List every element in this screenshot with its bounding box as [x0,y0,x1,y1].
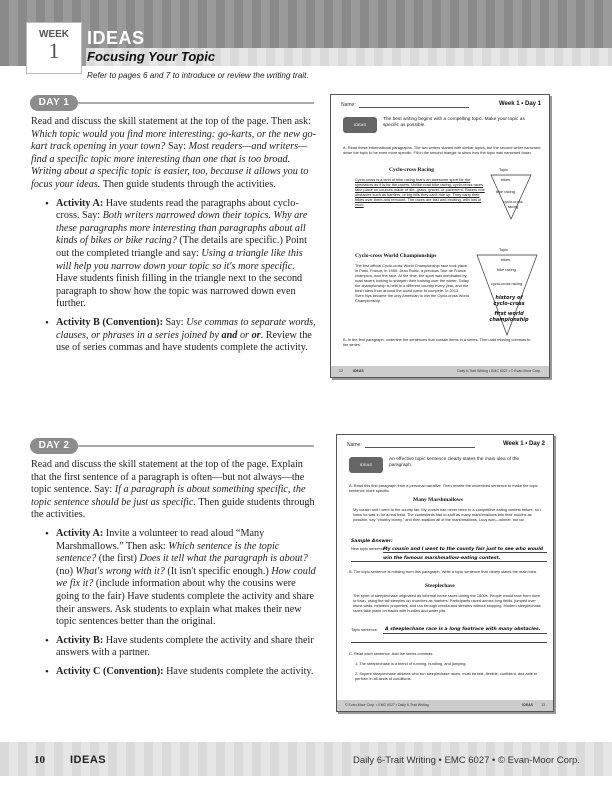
tri1-level-1: bikes [501,177,511,182]
sheet2-c2: 2. Superb steeplechase athletes who run steeplechase races, must be fast, flexible, confident, and able to perform in all kinds of conditions. [355,671,538,681]
day1-rule [78,102,314,104]
day1-instructions [31,116,317,361]
sheet2-instr-b: B. The topic sentence is missing from this paragraph. Write a topic sentence that clearly states the main idea. [349,569,537,574]
trait-title: IDEAS [87,28,145,48]
week-number: 1 [48,38,60,63]
sheet2-name-line [365,447,475,448]
sheet1-tri1-label: Topic [499,167,509,172]
day2-intro: Read and discuss the skill statement at the top of the page. Explain that the first sentence of a paragraph is often—but not always—the topic sentence. Say: If a paragraph is about something specific, the topic sentence should be just as specific. Then guide students through the activities. [31,459,315,521]
pencil-icon-2: IDEAS [349,457,383,473]
sheet1-week-day: Week 1 • Day 1 [498,101,541,107]
answer1-line-2 [351,561,547,562]
sheet2-title2: Steeplechase [425,583,455,589]
sheet1-name-line [359,107,469,108]
sheet2-para2: The sport of steeplechase originated as informal horse races during the 1800s. People would race from town to town, using the tall steeples on churches as markers. Participants raced across long fields, jumped over stone walls, between properties, and ran through creeks and streams without stopping. Modern steeplechase races take place on tracks with hurdles and water pits. [353,593,541,613]
page-number: 10 [34,754,45,766]
sheet1-footer-trait: IDEAS [353,369,364,373]
sheet1-para1: Cyclo-cross is a kind of bike racing that’s an awesome sport for the spectators as it is for the racers. Unlike road bike racing, cyclo-cross races take place on courses made of dirt, grass, gravel, or pavement. Racers ride obstacles such as barriers, or big hills they can't ride up. They carry their bikes over them and remount. The races are fast and exciting, with lots of mud. [355,177,485,207]
answer1-line-1 [383,552,547,553]
week-badge [26,22,82,74]
triangle1-icon [489,173,533,221]
tri2-level-1: bikes [501,257,511,262]
tri2-level-4: history of cyclo-cross [493,295,525,307]
week-label: WEEK [39,29,69,40]
sheet2-instr-c: C. Read each sentence. Add the series commas. [349,651,434,656]
tri1-level-2: bike racing [496,189,515,194]
sheet2-sample-label: Sample Answer: [351,539,393,544]
sheet2-name-label: Name: [347,442,362,448]
sheet1-name-label: Name: [341,102,356,108]
tri1-level-3: cyclo-cross racing [503,199,523,209]
footer-trait: IDEAS [70,754,107,766]
sheet1-footer-credit: Daily 6-Trait Writing • EMC 6027 • © Evan-Moor Corp. [457,369,541,373]
sheet1-tri2-label: Topic [499,247,509,252]
sheet1-instr-a: A. Read these informational paragraphs. The two writers started with similar topics, but the second writer narrowed down the topic to be even more specific. Fill in the second triangle to show how the topic was narrowed down. [343,145,541,155]
day1-activity-b: • Activity B (Convention): Say: Use commas to separate words, clauses, or phrases in a series joined by and or or. Review the use of series commas and have students complete the activity. [56,317,317,355]
footer-credit: Daily 6-Trait Writing • EMC 6027 • © Evan-Moor Corp. [353,755,580,766]
sheet2-week-day: Week 1 • Day 2 [502,441,545,447]
sheet1-footer [331,366,549,377]
refer-note: Refer to pages 6 and 7 to introduce or review the writing trait. [87,71,309,80]
sheet2-para1: My cousin and I went to the county fair. My cousin had never been to a competitive eating contest before, so I knew he was in for a real treat. The contestants had to stuff as many marshmallows into their mouths as possible, say “chubby bunny,” and then swallow all of the marshmallows. Lucy won—winner, not us! [353,507,542,522]
day1-activity-a: • Activity A: Have students read the paragraphs about cyclo-cross. Say: Both writers narrowed down their topics. Why are these paragraphs more interesting than paragraphs about all kinds of bikes or bike racing? (The details are specific.) Point out the completed triangle and say: Using a triangle like this will help you narrow down your topic so it's more specific. Have students finish filling in the triangle next to the second paragraph to show how the topic was narrowed down even further. [56,198,317,311]
sheet2-footer-credit: © Evan-Moor Corp. • EMC 6027 • Daily 6-Trait Writing [345,703,429,707]
sheet1-footer-num: 12 [339,369,343,373]
worksheet-day1-thumbnail [330,94,550,378]
sheet2-footer [337,700,553,711]
tri2-level-3: cyclo-cross racing [491,281,523,286]
day2-activity-c: • Activity C (Convention): Have students complete the activity. [56,666,317,679]
sheet2-new-topic-label: New topic sentence: [351,546,387,551]
sheet1-instr-b: B. In the first paragraph, underline the sentences that contain items in a series. Then add missing commas to the series. [343,337,531,347]
sheet2-footer-trait: IDEAS [522,703,533,707]
sheet1-para2: The first official Cyclo-cross World Championship race took place in Paris, France, in 1950. Jean Robic, a previous Tour de France champion, won the race. At the time, the sport was dominated by road racers looking to sharpen their training over the winter. Today the championship is held in a different country every year, and the best riders from around the world come to compete. In 2013, Sven Nys became the only American to win the Cyclo-cross World Championship. [355,263,469,303]
day1-intro: Read and discuss the skill statement at the top of the page. Then ask: Which topic would you find more interesting: go-karts, or the new go-kart track opening in your town? Say: Most readers—and writers—find a specific topic more interesting than one that is too broad. Writing about a specific topic is easier, too, because it allows you to focus your ideas. Then guide students through the activities. [31,116,317,190]
day2-instructions [31,459,317,685]
day2-activity-b: • Activity B: Have students complete the activity and share their answers with a partner. [56,635,317,660]
sheet1-skill: The best writing begins with a compelling topic. Make your topic as specific as possible. [383,117,525,128]
answer2-line-2 [351,642,547,643]
answer2-line-1 [383,633,547,634]
sheet2-instr-a: A. Read this first paragraph from a personal narrative. Then rewrite the underlined sentence to make the topic sentence more specific. [349,483,538,493]
sheet2-answer2: A steeplechase race is a long footrace with many obstacles. [385,627,541,632]
topic-title: Focusing Your Topic [87,49,216,64]
tri2-level-5: first world championship [489,311,529,323]
pencil-icon: IDEAS [343,117,377,133]
sheet2-topic-label: Topic sentence: [351,627,379,632]
sheet2-c1: 1. The steeplechase is a blend of running, hurdling, and jumping. [355,661,467,666]
day2-activity-a: • Activity A: Invite a volunteer to read aloud “Many Marshmallows.” Then ask: Which sentence is the topic sentence? (the first) Does it tell what the paragraph is about? (no) What's wrong with it? (It isn't specific enough.) How could we fix it? (include information about why the cousins were going to the fair) Have students complete the activity and share their answers. Ask students to explain what makes their new topic sentences better than the original. [56,528,317,629]
day2-rule [78,445,314,447]
day1-pill: DAY 1 [30,95,78,111]
sheet1-title1: Cyclo-cross Racing [389,167,434,173]
sheet2-answer1: My cousin and I went to the county fair just to see who would win the famous marshmallow-eating contest. [383,547,544,561]
worksheet-day2-thumbnail [336,434,554,712]
tri2-level-2: bike racing [497,267,516,272]
day2-pill: DAY 2 [30,438,78,454]
sheet2-footer-num: 13 [541,703,545,707]
sheet2-title1: Many Marshmallows [413,497,463,503]
sheet1-title2: Cyclo-cross World Championships [355,253,437,259]
sheet2-skill: An effective topic sentence clearly states the main idea of the paragraph. [389,457,520,468]
